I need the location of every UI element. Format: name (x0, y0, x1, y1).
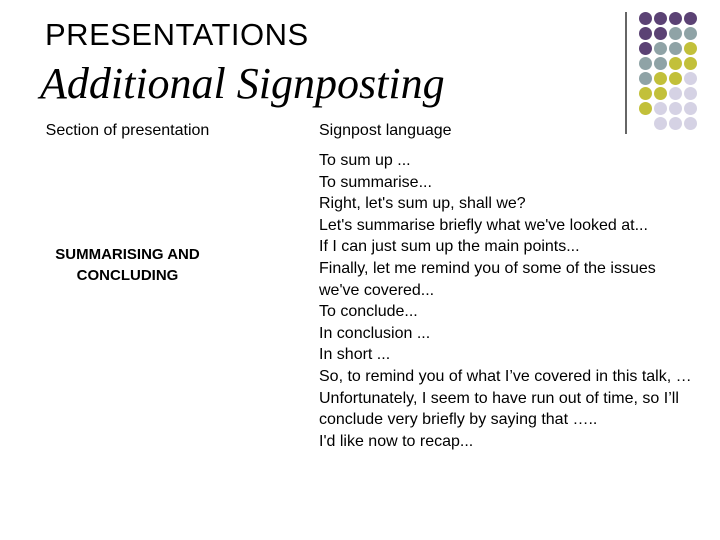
signpost-phrase: In short ... (319, 346, 391, 364)
decorative-dot (669, 42, 682, 55)
slide-kicker: PRESENTATIONS (45, 17, 309, 52)
decorative-dot (639, 87, 652, 100)
decorative-dot (654, 57, 667, 70)
signpost-phrase: In conclusion ... (319, 324, 431, 342)
slide-title: Additional Signposting (40, 59, 445, 108)
decorative-dot (684, 117, 697, 130)
signpost-phrase: Right, let's sum up, shall we? (319, 195, 526, 213)
decorative-dot (654, 102, 667, 115)
decorative-dot (669, 87, 682, 100)
signpost-phrase: To conclude... (319, 303, 418, 321)
signpost-phrase: If I can just sum up the main points... (319, 238, 580, 256)
decorative-dot (654, 87, 667, 100)
signpost-phrase: So, to remind you of what I’ve covered in this talk, … (319, 367, 692, 385)
decorative-dot (639, 12, 652, 25)
signpost-phrase: Unfortunately, I seem to have run out of time, so I’ll conclude very briefly by saying that ….. (319, 389, 679, 429)
signpost-phrase-list (319, 150, 694, 452)
decorative-dot (639, 102, 652, 115)
decorative-dot (684, 87, 697, 100)
decorative-dot (669, 57, 682, 70)
signpost-phrase: To summarise... (319, 173, 432, 191)
decorative-dot (654, 27, 667, 40)
decorative-dot (669, 72, 682, 85)
decorative-dot (639, 72, 652, 85)
decorative-dot-grid (639, 12, 720, 130)
decorative-dot (669, 102, 682, 115)
decorative-dot (669, 117, 682, 130)
decorative-dot (654, 72, 667, 85)
title-divider-line (625, 12, 627, 134)
decorative-dot (684, 102, 697, 115)
decorative-dot (684, 72, 697, 85)
section-label: SUMMARISING AND CONCLUDING (55, 246, 200, 284)
decorative-dot (639, 117, 652, 130)
decorative-dot (639, 27, 652, 40)
signpost-phrase: I'd like now to recap... (319, 432, 474, 450)
decorative-dot (654, 42, 667, 55)
decorative-dot (654, 117, 667, 130)
column-header-language: Signpost language (319, 122, 452, 139)
signpost-phrase: Finally, let me remind you of some of the issues we've covered... (319, 259, 656, 299)
decorative-dot (669, 27, 682, 40)
column-header-section: Section of presentation (45, 122, 210, 139)
decorative-dot (639, 42, 652, 55)
decorative-dot (684, 57, 697, 70)
decorative-dot (654, 12, 667, 25)
decorative-dot (684, 12, 697, 25)
decorative-dot (639, 57, 652, 70)
signpost-phrase: Let's summarise briefly what we've looked at... (319, 216, 648, 234)
decorative-dot (669, 12, 682, 25)
decorative-dot (684, 42, 697, 55)
decorative-dot (684, 27, 697, 40)
signpost-phrase: To sum up ... (319, 152, 411, 169)
